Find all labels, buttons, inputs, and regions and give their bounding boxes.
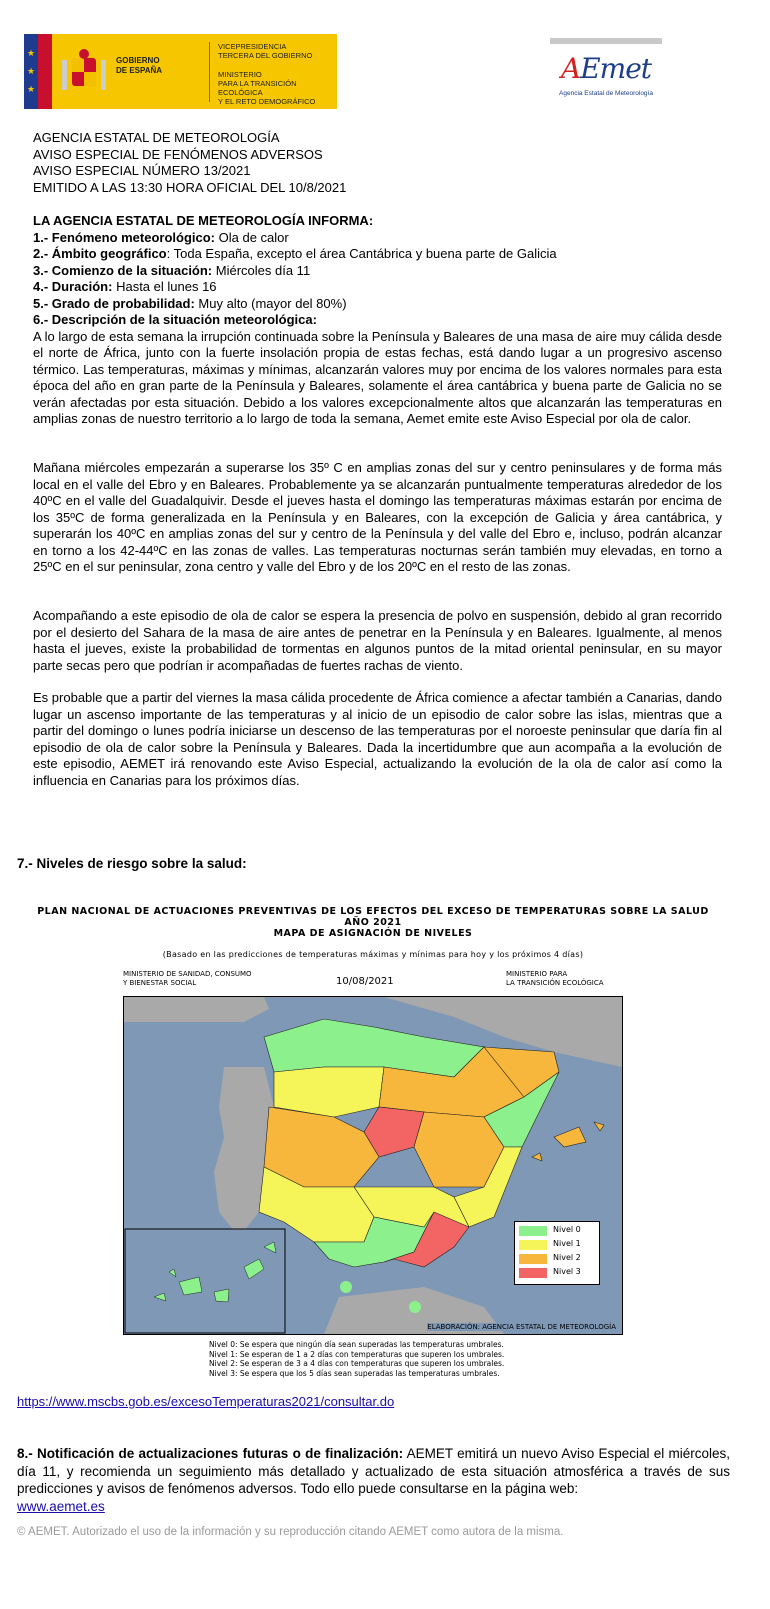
vicepresidencia-label: VICEPRESIDENCIA TERCERA DEL GOBIERNO [218,42,313,60]
item-descripcion: 6.- Descripción de la situación meteorológica: [33,312,317,327]
health-risk-map-figure [23,900,723,1390]
paragraph-2: Mañana miércoles empezarán a superarse los 35º C en amplias zonas del sur y centro peninsulares y de forma más local en el valle del Ebro y en Baleares. Probablemente ya se alcanzarán puntualmente temperaturas alrededor de los 40ºC en el valle del Guadalquivir. Desde el jueves hasta el domingo las temperaturas máximas estarán por encima de los 35ºC de forma generalizada en la Península y en Baleares, con la excepción de Galicia y área cantábrica, y superarán los 40ºC en amplias zonas del sur y centro de la Península y del valle del Ebro e, incluso, podrán alcanzar en torno a los 42-44ºC en las zonas de valles. Las temperaturas nocturnas serán también muy elevadas, en torno a 25ºC en el sur peninsular, zona centro y valle del Ebro y de los 20ºC en el resto de las zonas. [33,460,722,574]
level-note-2: Nivel 2: Se esperan de 3 a 4 días con temperaturas que superen los umbrales. [209,1359,505,1368]
legend-label-level3: Nivel 3 [553,1267,581,1276]
figure-map-title: MAPA DE ASIGNACIÓN DE NIVELES [273,928,473,939]
item-duracion: 4.- Duración: Hasta el lunes 16 [33,279,217,294]
spain-flag-band [38,34,52,109]
figure-year: AÑO 2021 [344,917,402,928]
legend-swatch-level2 [519,1254,547,1264]
spain-risk-level-map [123,996,623,1335]
aemet-logo-subtitle: Agencia Estatal de Meteorología [559,90,653,97]
copyright-footer: © AEMET. Autorizado el uso de la información y su reproducción citando AEMET como autora de la misma. [17,1526,564,1538]
map-legend [514,1221,600,1285]
item-comienzo: 3.- Comienzo de la situación: Miércoles día 11 [33,262,311,278]
eu-stars-icon: ★ ★ ★ [26,48,36,94]
figure-title: PLAN NACIONAL DE ACTUACIONES PREVENTIVAS DE LOS EFECTOS DEL EXCESO DE TEMPERATURAS SOBRE LA SALUD [37,906,709,917]
legend-label-level0: Nivel 0 [553,1225,581,1234]
section-7-heading: 7.- Niveles de riesgo sobre la salud: [17,856,247,871]
figure-left-org: MINISTERIO DE SANIDAD, CONSUMO Y BIENESTAR SOCIAL [123,970,252,987]
notice-number-line: AVISO ESPECIAL NÚMERO 13/2021 [33,163,251,178]
legend-label-level1: Nivel 1 [553,1239,581,1248]
gobierno-name: GOBIERNO DE ESPAÑA [116,56,163,75]
spain-coat-of-arms-icon [58,48,110,98]
notice-type-line: AVISO ESPECIAL DE FENÓMENOS ADVERSOS [33,146,323,162]
agency-line: AGENCIA ESTATAL DE METEOROLOGÍA [33,130,280,145]
legend-swatch-level3 [519,1268,547,1278]
figure-right-org: MINISTERIO PARA LA TRANSICIÓN ECOLÓGICA [506,970,604,987]
item-ambito: 2.- Ámbito geográfico: Toda España, excepto el área Cantábrica y buena parte de Galicia [33,246,557,261]
paragraph-1: A lo largo de esta semana la irrupción continuada sobre la Península y Baleares de una masa de aire muy cálida desde el norte de África, junto con la fuerte insolación propia de estas fechas, está dando lugar a un progresivo ascenso térmico. Las temperaturas, máximas y mínimas, alcanzarán valores muy por encima de los valores normales para esta época del año en gran parte de la Península y Baleares, solamente el área cantábrica y buena parte de Galicia no se verán afectadas por esta situación. Debido a los valores excepcionalmente altos que alcanzarán las temperaturas en amplias zonas de nuestro territorio a lo largo de toda la semana, Aemet emite este Aviso Especial por ola de calor. [33,328,722,426]
paragraph-3: Acompañando a este episodio de ola de calor se espera la presencia de polvo en suspensión, debido al gran recorrido por el desierto del Sahara de la masa de aire antes de penetrar en la Península y en Baleares. Igualmente, al menos hasta el jueves, existe la probabilidad de tormentas en algunos puntos de la mitad oriental peninsular, en su mayor parte secas pero que podrían ir acompañadas de fuertes rachas de viento. [33,608,722,673]
aemet-website-link[interactable]: www.aemet.es [17,1498,105,1514]
item-fenomeno: 1.- Fenómeno meteorológico: Ola de calor [33,229,289,245]
section-8-paragraph: 8.- Notificación de actualizaciones futuras o de finalización: AEMET emitirá un nuevo Aviso Especial el miércoles, día 11, y recomienda un seguimiento más detallado y actualizado de esta situación atmosférica a través de sus predicciones y avisos de fenómenos adversos. Todo ello puede consultarse en la página web: www.aemet.es [17,1446,731,1514]
legend-swatch-level1 [519,1240,547,1250]
level-note-3: Nivel 3: Se espera que los 5 días sean superadas las temperaturas umbrales. [209,1368,500,1378]
informa-heading: LA AGENCIA ESTATAL DE METEOROLOGÍA INFORMA: [33,213,374,228]
legend-swatch-level0 [519,1226,547,1236]
figure-date: 10/08/2021 [336,976,394,987]
aemet-logo: AEmet Agencia Estatal de Meteorología [550,38,662,104]
msc-temperatures-link[interactable]: https://www.mscbs.gob.es/excesoTemperaturas2021/consultar.do [17,1394,395,1409]
map-credit: ELABORACIÓN: AGENCIA ESTATAL DE METEOROLOGÍA [427,1323,616,1331]
level-note-1: Nivel 1: Se esperan de 1 a 2 días con temperaturas que superen los umbrales. [209,1349,505,1359]
ministry-label: MINISTERIO PARA LA TRANSICIÓN ECOLÓGICA Y EL RETO DEMOGRÁFICO [218,70,316,106]
level-note-0: Nivel 0: Se espera que ningún día sean superadas las temperaturas umbrales. [209,1340,504,1349]
issued-line: EMITIDO A LAS 13:30 HORA OFICIAL DEL 10/8/2021 [33,179,347,195]
item-probabilidad: 5.- Grado de probabilidad: Muy alto (mayor del 80%) [33,295,347,311]
gobierno-logo-banner [24,34,337,109]
paragraph-4: Es probable que a partir del viernes la masa cálida procedente de África comience a afectar también a Canarias, dando lugar un ascenso importante de las temperaturas y al inicio de un episodio de calor sobre las islas, mientras que a partir del domingo o lunes podría iniciarse un descenso de las temperaturas por el noroeste peninsular que daría fin al episodio de ola de calor sobre la Península y Baleares. Dada la incertidumbre que aun acompaña a la evolución de este episodio, AEMET irá renovando este Aviso Especial, actualizando la evolución de la ola de calor así como la influencia en Canarias para los próximos días. [33,690,722,788]
figure-subtitle: (Basado en las predicciones de temperaturas máximas y mínimas para hoy y los próximos 4 días) [162,950,584,959]
legend-label-level2: Nivel 2 [553,1253,581,1262]
